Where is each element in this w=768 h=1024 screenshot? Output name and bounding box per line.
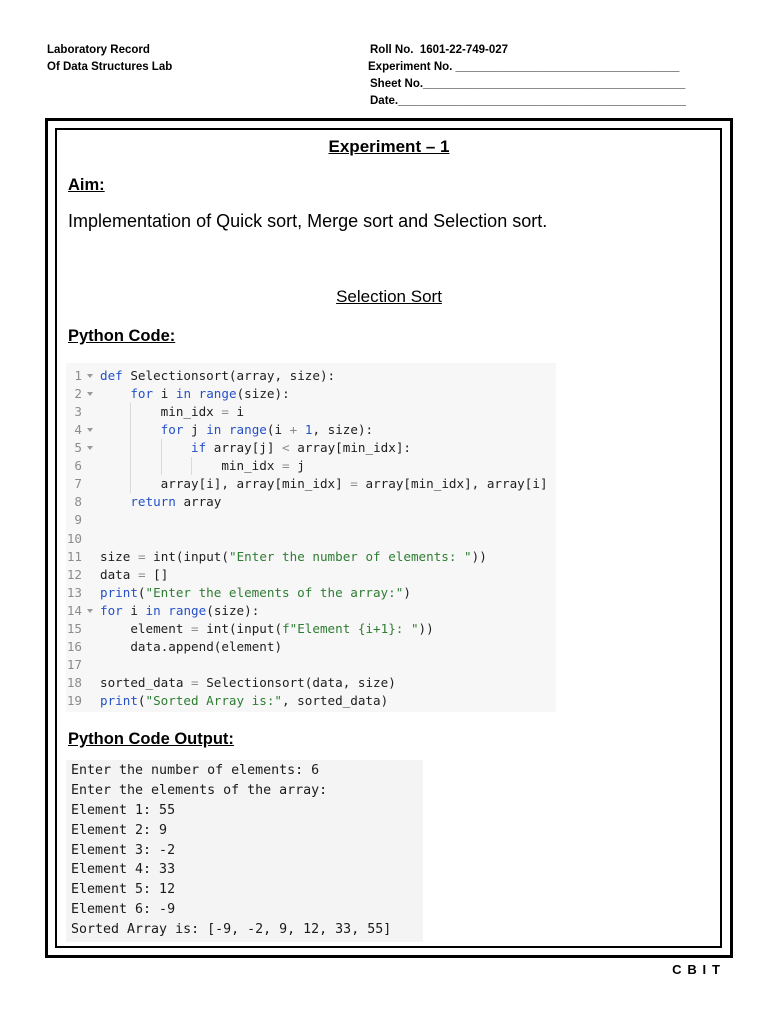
code-text: min_idx = i [160,404,245,420]
code-line [66,692,556,710]
code-text: for j in range(i + 1, size): [160,422,374,438]
record-title: Laboratory Record [47,44,150,56]
aim-text: Implementation of Quick sort, Merge sort and Selection sort. [68,211,548,231]
experiment-number-field: Experiment No. ___________________________________ [368,61,680,73]
code-line [66,602,556,620]
footer-institution: C B I T [672,962,721,977]
code-text: min_idx = j [221,458,305,474]
experiment-title: Experiment – 1 [328,137,450,156]
sheet-number-field: Sheet No._________________________________________ [370,78,686,90]
line-number: 9 [74,512,82,528]
line-number: 17 [66,656,82,672]
output-line: Element 1: 55 [71,802,176,818]
line-number: 16 [66,638,82,654]
line-number: 13 [66,584,82,600]
lab-name: Of Data Structures Lab [47,61,173,73]
code-text: def Selectionsort(array, size): [100,368,336,383]
code-text: data.append(element) [130,638,283,654]
output-line: Element 2: 9 [71,822,168,838]
code-line [66,421,556,439]
output-line: Enter the elements of the array: [71,782,328,798]
line-number: 12 [66,566,82,582]
fold-arrow-icon [87,428,93,432]
line-number: 10 [66,530,82,546]
section-title: Selection Sort [336,287,442,306]
line-number: 14 [66,602,82,618]
code-line [66,656,556,674]
output-line: Enter the number of elements: 6 [71,763,320,778]
roll-number: Roll No. 1601-22-749-027 [370,44,509,56]
fold-arrow-icon [87,374,93,378]
fold-arrow-icon [87,392,93,396]
code-line [66,674,556,692]
code-text: array[i], array[min_idx] = array[min_idx], array[i] [160,476,548,492]
line-number: 5 [74,440,82,456]
code-text: size = int(input("Enter the number of elements: ")) [100,548,487,564]
code-line [66,566,556,584]
code-text: for i in range(size): [100,602,260,618]
line-number: 2 [74,386,82,402]
code-line [66,620,556,638]
code-text: if array[j] < array[min_idx]: [191,440,411,456]
code-line [66,403,556,421]
output-line: Sorted Array is: [-9, -2, 9, 12, 33, 55] [71,922,392,937]
output-line: Element 3: -2 [71,842,176,858]
line-number: 8 [74,494,82,510]
fold-arrow-icon [87,609,93,613]
code-text: sorted_data = Selectionsort(data, size) [100,675,396,691]
code-line [66,638,556,656]
fold-arrow-icon [87,446,93,450]
line-number: 11 [66,548,82,564]
line-number: 1 [74,368,82,383]
code-text: return array [130,494,222,510]
code-line [66,530,556,548]
line-number: 19 [66,693,82,709]
date-field: Date._____________________________________________ [370,95,686,107]
code-line [66,439,556,457]
code-text: print("Enter the elements of the array:") [100,584,411,600]
output-line: Element 4: 33 [71,862,176,878]
output-console [66,760,423,942]
code-line [66,584,556,602]
code-text: for i in range(size): [130,386,290,402]
code-text: print("Sorted Array is:", sorted_data) [100,693,389,709]
line-number: 7 [74,476,82,492]
code-line [66,548,556,566]
python-code-heading: Python Code: [68,327,176,345]
code-editor [66,363,556,712]
code-line [66,367,556,385]
code-line [66,493,556,511]
line-number: 18 [66,675,82,691]
code-line [66,457,556,475]
aim-heading: Aim: [68,176,105,194]
line-number: 4 [74,422,82,438]
code-text: data = [] [100,566,169,582]
code-text: element = int(input(f"Element {i+1}: ")) [130,620,434,636]
line-number: 6 [74,458,82,474]
output-line: Element 5: 12 [71,882,176,898]
output-heading: Python Code Output: [68,730,234,748]
code-line [66,511,556,529]
output-line: Element 6: -9 [71,902,176,918]
line-number: 3 [74,404,82,420]
code-line [66,475,556,493]
code-line [66,385,556,403]
line-number: 15 [66,620,82,636]
